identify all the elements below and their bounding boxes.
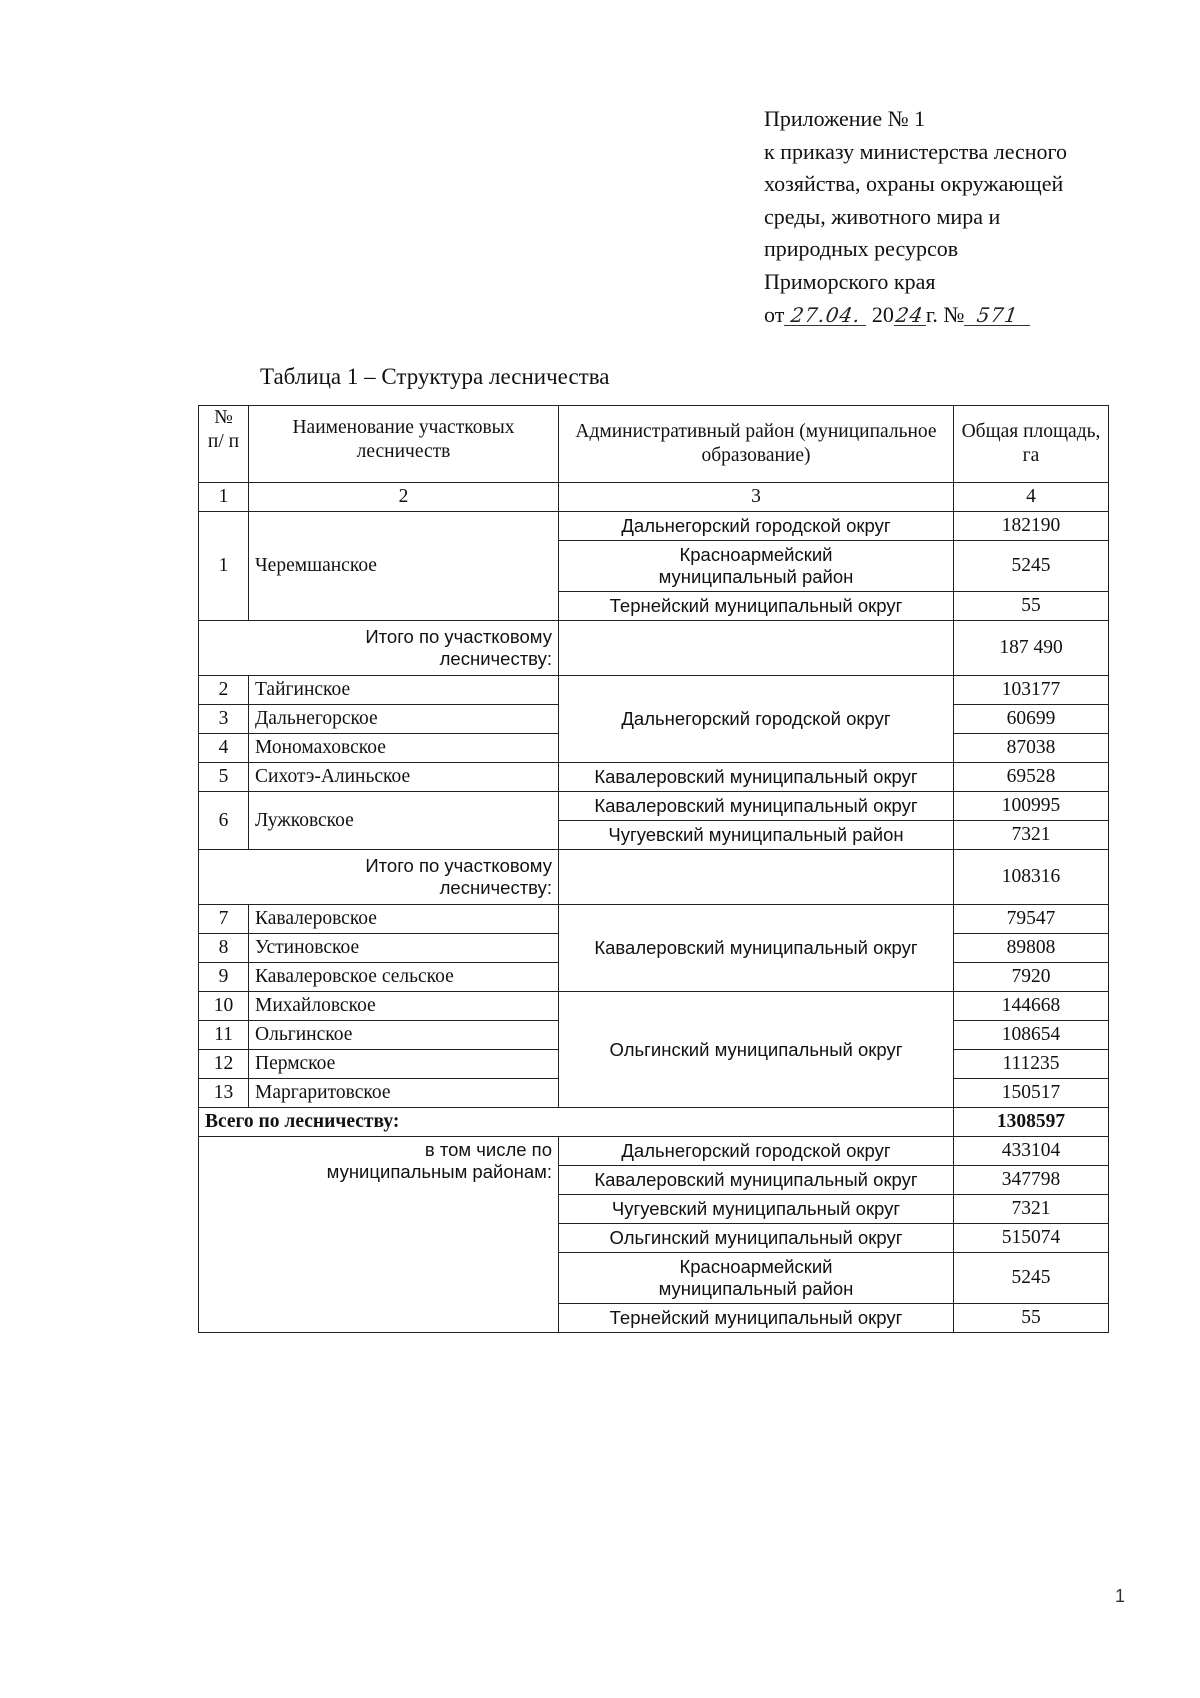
forestry-name: Мономаховское — [249, 734, 559, 763]
row-num: 6 — [199, 792, 249, 850]
district-cell: Ольгинский муниципальный округ — [559, 992, 954, 1108]
column-number: 1 — [199, 483, 249, 512]
grand-total-value: 1308597 — [954, 1108, 1109, 1137]
area-cell: 7321 — [954, 821, 1109, 850]
district-cell: Красноармейский муниципальный район — [559, 1253, 954, 1304]
forestry-name: Тайгинское — [249, 676, 559, 705]
area-cell: 69528 — [954, 763, 1109, 792]
area-cell: 103177 — [954, 676, 1109, 705]
header-line: среды, животного мира и — [764, 203, 1001, 229]
row-num: 10 — [199, 992, 249, 1021]
table-row — [199, 792, 1109, 821]
area-cell: 7321 — [954, 1195, 1109, 1224]
grand-total-label: Всего по лесничеству: — [199, 1108, 954, 1137]
row-num: 11 — [199, 1021, 249, 1050]
from-label: от — [764, 301, 785, 327]
column-header-num: № п/ п — [199, 406, 249, 483]
year-number-label: г. № — [925, 301, 965, 327]
area-cell: 55 — [954, 592, 1109, 621]
district-cell: Чугуевский муниципальный район — [559, 821, 954, 850]
row-num: 3 — [199, 705, 249, 734]
table-row — [199, 992, 1109, 1021]
subtotal-district-empty — [559, 621, 954, 676]
page-number: 1 — [1115, 1586, 1126, 1606]
forestry-name: Сихотэ-Алиньское — [249, 763, 559, 792]
table-row — [199, 905, 1109, 934]
row-num: 9 — [199, 963, 249, 992]
district-cell: Кавалеровский муниципальный округ — [559, 763, 954, 792]
year-prefix: 20 — [871, 301, 894, 327]
table-header-row — [199, 406, 1109, 483]
row-num: 8 — [199, 934, 249, 963]
column-number: 3 — [559, 483, 954, 512]
order-date-handwritten: 27.04. — [788, 302, 862, 327]
column-number: 4 — [954, 483, 1109, 512]
district-cell: Дальнегорский городской округ — [559, 676, 954, 763]
area-cell: 515074 — [954, 1224, 1109, 1253]
table-row — [199, 676, 1109, 705]
district-cell: Ольгинский муниципальный округ — [559, 1224, 954, 1253]
forestry-name: Черемшанское — [249, 512, 559, 621]
order-year-field — [894, 299, 926, 326]
appendix-header — [764, 103, 1124, 331]
subtotal-label: Итого по участковому лесничеству: — [199, 621, 559, 676]
order-date-field — [784, 299, 866, 326]
forestry-name: Михайловское — [249, 992, 559, 1021]
breakdown-row — [199, 1137, 1109, 1166]
column-header-name: Наименование участковых лесничеств — [249, 406, 559, 483]
column-header-district: Административный район (муниципальное образование) — [559, 406, 954, 483]
row-num: 13 — [199, 1079, 249, 1108]
area-cell: 182190 — [954, 512, 1109, 541]
district-cell: Тернейский муниципальный округ — [559, 592, 954, 621]
forestry-name: Кавалеровское сельское — [249, 963, 559, 992]
grand-total-row — [199, 1108, 1109, 1137]
row-num: 4 — [199, 734, 249, 763]
subtotal-value: 187 490 — [954, 621, 1109, 676]
area-cell: 60699 — [954, 705, 1109, 734]
district-cell: Дальнегорский городской округ — [559, 1137, 954, 1166]
area-cell: 108654 — [954, 1021, 1109, 1050]
area-cell: 5245 — [954, 1253, 1109, 1304]
order-year-handwritten: 24 — [894, 302, 926, 327]
breakdown-label: в том числе по муниципальным районам: — [199, 1137, 559, 1333]
row-num: 2 — [199, 676, 249, 705]
area-cell: 5245 — [954, 541, 1109, 592]
table-caption: Таблица 1 – Структура лесничества — [260, 364, 610, 389]
header-line: Приморского края — [764, 268, 936, 294]
column-number: 2 — [249, 483, 559, 512]
area-cell: 150517 — [954, 1079, 1109, 1108]
district-cell: Кавалеровский муниципальный округ — [559, 792, 954, 821]
area-cell: 55 — [954, 1304, 1109, 1333]
header-line: Приложение № 1 — [764, 106, 926, 131]
subtotal-value: 108316 — [954, 850, 1109, 905]
area-cell: 111235 — [954, 1050, 1109, 1079]
area-cell: 347798 — [954, 1166, 1109, 1195]
row-num: 1 — [199, 512, 249, 621]
district-cell: Дальнегорский городской округ — [559, 512, 954, 541]
order-date-number-line — [764, 299, 1124, 332]
forestry-name: Кавалеровское — [249, 905, 559, 934]
forestry-name: Дальнегорское — [249, 705, 559, 734]
subtotal-district-empty — [559, 850, 954, 905]
subtotal-label: Итого по участковому лесничеству: — [199, 850, 559, 905]
area-cell: 89808 — [954, 934, 1109, 963]
forestry-structure-table — [198, 405, 1109, 1333]
area-cell: 7920 — [954, 963, 1109, 992]
header-line: природных ресурсов — [764, 236, 959, 262]
district-cell: Тернейский муниципальный округ — [559, 1304, 954, 1333]
subtotal-row — [199, 850, 1109, 905]
district-cell: Чугуевский муниципальный округ — [559, 1195, 954, 1224]
forestry-name: Пермское — [249, 1050, 559, 1079]
table-row — [199, 763, 1109, 792]
forestry-name: Лужковское — [249, 792, 559, 850]
header-line: к приказу министерства лесного — [764, 138, 1068, 164]
forestry-name: Ольгинское — [249, 1021, 559, 1050]
column-number-row — [199, 483, 1109, 512]
row-num: 12 — [199, 1050, 249, 1079]
district-cell: Красноармейский муниципальный район — [559, 541, 954, 592]
order-number-field — [964, 299, 1030, 326]
header-line: хозяйства, охраны окружающей — [764, 171, 1064, 197]
table-row — [199, 512, 1109, 541]
order-number-handwritten: 571 — [975, 302, 1020, 327]
area-cell: 433104 — [954, 1137, 1109, 1166]
forestry-name: Маргаритовское — [249, 1079, 559, 1108]
area-cell: 100995 — [954, 792, 1109, 821]
area-cell: 79547 — [954, 905, 1109, 934]
row-num: 5 — [199, 763, 249, 792]
row-num: 7 — [199, 905, 249, 934]
district-cell: Кавалеровский муниципальный округ — [559, 1166, 954, 1195]
column-header-area: Общая площадь, га — [954, 406, 1109, 483]
subtotal-row — [199, 621, 1109, 676]
forestry-name: Устиновское — [249, 934, 559, 963]
area-cell: 144668 — [954, 992, 1109, 1021]
district-cell: Кавалеровский муниципальный округ — [559, 905, 954, 992]
area-cell: 87038 — [954, 734, 1109, 763]
